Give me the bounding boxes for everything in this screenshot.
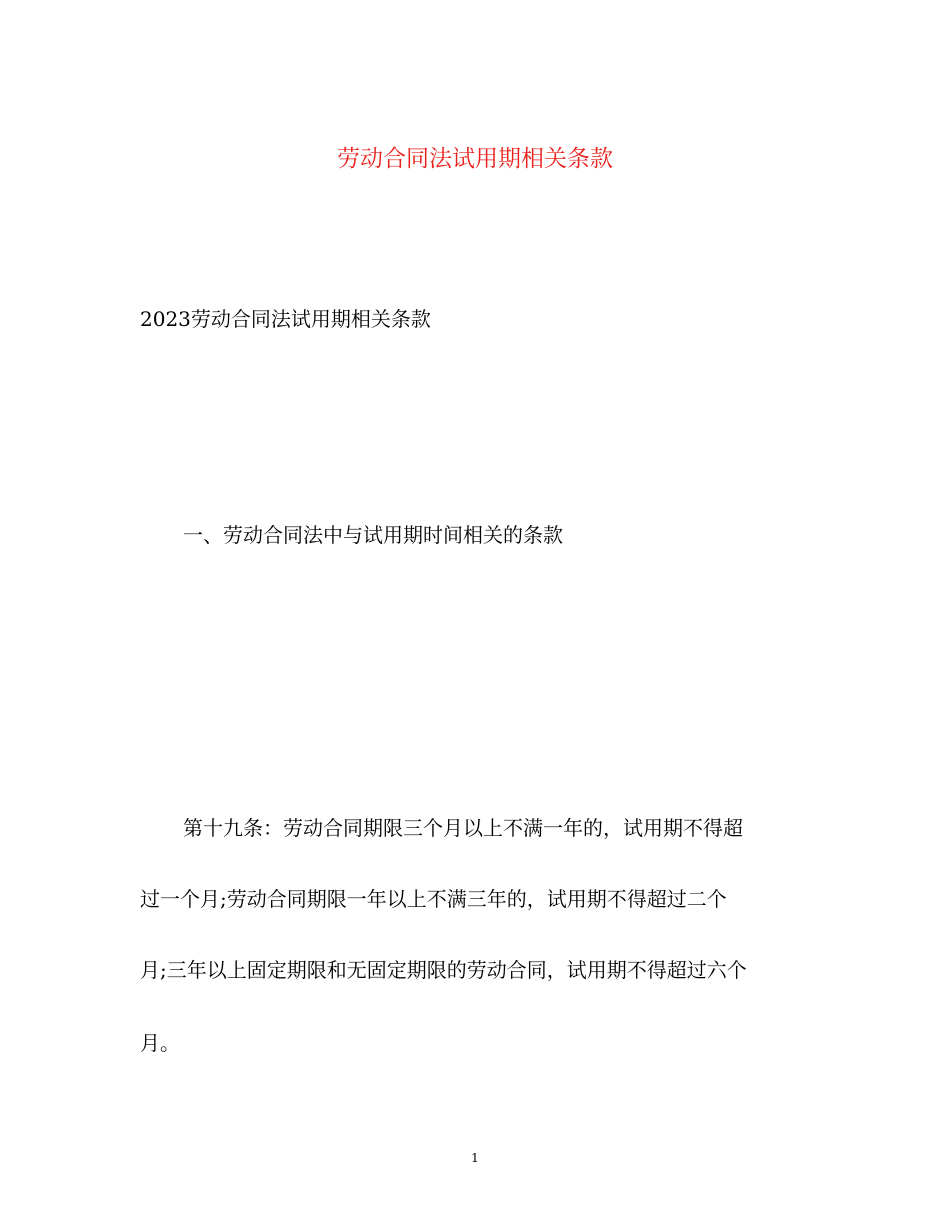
paragraph-line: 第十九条：劳动合同期限三个月以上不满一年的，试用期不得超 [183,816,743,840]
section-heading: 一、劳动合同法中与试用期时间相关的条款 [183,523,563,547]
document-title: 劳动合同法试用期相关条款 [337,146,613,172]
document-subtitle: 2023劳动合同法试用期相关条款 [140,307,431,331]
page-number: 1 [471,1151,479,1165]
paragraph-line: 月。 [140,1031,180,1055]
paragraph-line: 月;三年以上固定期限和无固定期限的劳动合同，试用期不得超过六个 [140,958,747,982]
paragraph-line: 过一个月;劳动合同期限一年以上不满三年的，试用期不得超过二个 [140,887,727,911]
